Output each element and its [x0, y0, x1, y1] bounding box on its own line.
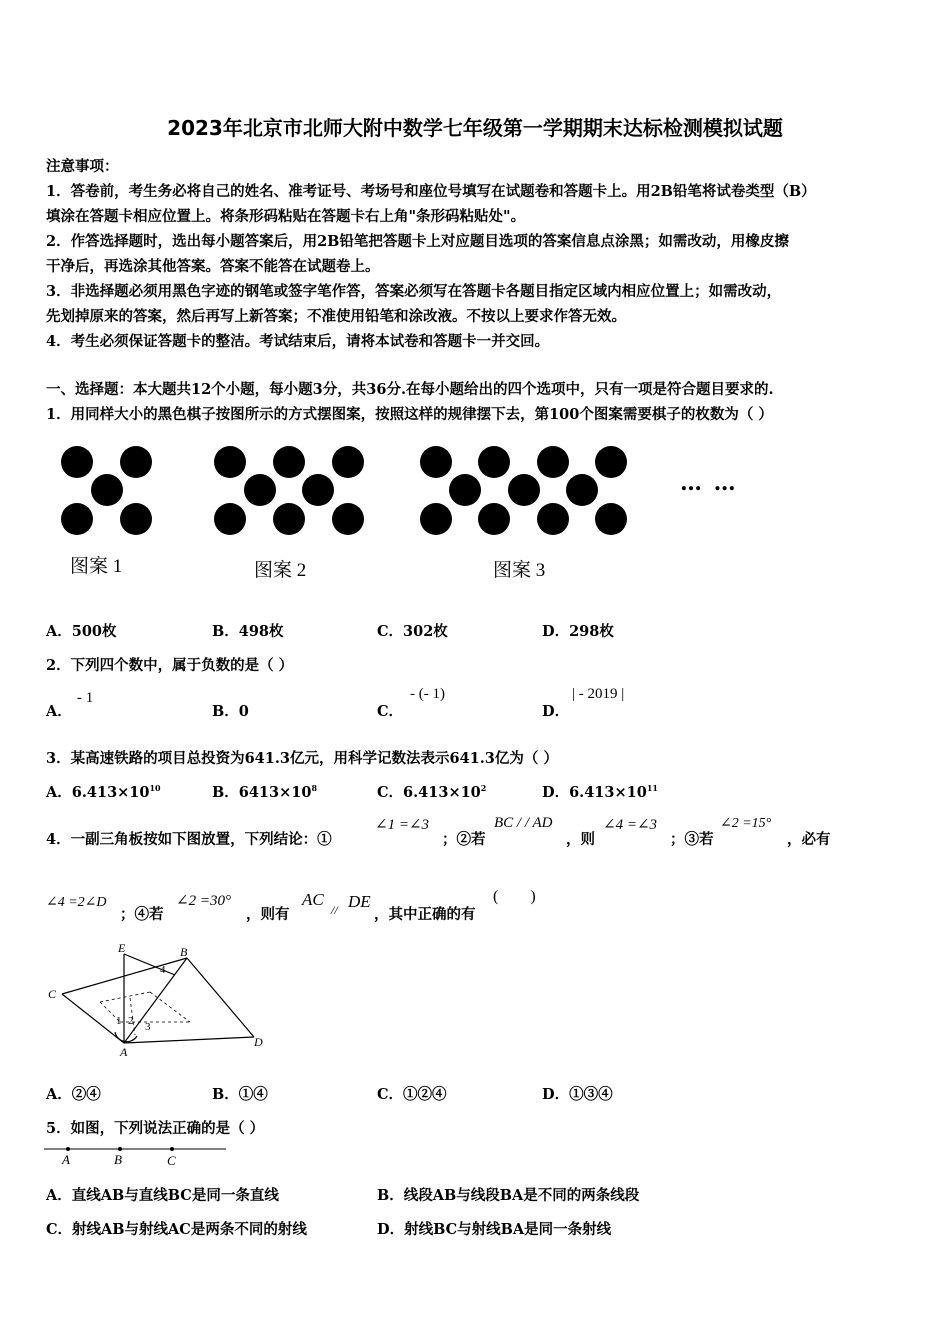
- q2-option-a-math: - 1: [77, 690, 94, 706]
- pattern3-stone: [449, 474, 481, 506]
- q4-math-angle2-30: ∠2 =30°: [176, 893, 231, 909]
- q1-stem: 1．用同样大小的黑色棋子按图所示的方式摆图案，按照这样的规律摆下去，第100个图案需要棋子的枚数为（ ）: [46, 406, 773, 423]
- fig-label-b: B: [180, 945, 188, 959]
- pattern3-stone: [508, 474, 540, 506]
- fig-angle-4: 4: [160, 964, 166, 976]
- pattern3-stone: [595, 503, 627, 535]
- q4-option-c: C．①②④: [377, 1086, 447, 1103]
- pattern3-stone: [595, 446, 627, 478]
- q3-option-b: B．$6413\times 10^8$: [212, 783, 318, 801]
- pattern2-stone: [273, 446, 305, 478]
- point-c: [170, 1147, 174, 1151]
- page-title: 2023年北京市北师大附中数学七年级第一学期期末达标检测模拟试题: [167, 116, 783, 140]
- q4-option-d: D．①③④: [542, 1086, 613, 1103]
- q1-option-b: B．498枚: [212, 623, 284, 640]
- q4-stem-part-6: ；④若: [120, 906, 164, 923]
- q4-math-parallel: //: [331, 903, 338, 917]
- pattern-3-label: 图案 3: [493, 560, 546, 581]
- pattern3-stone: [566, 474, 598, 506]
- notice-line-5: 3．非选择题必须用黑色字迹的钢笔或签字笔作答，答案必须写在答题卡各题目指定区域内相应位置上；如需改动，: [46, 283, 782, 300]
- pattern3-stone: [420, 503, 452, 535]
- pattern3-stone: [420, 446, 452, 478]
- point-c-label: C: [167, 1153, 176, 1168]
- q2-option-a-label: A．: [46, 703, 72, 720]
- q4-stem-part-8: ，其中正确的有: [374, 906, 476, 923]
- notice-heading: 注意事项：: [46, 158, 119, 175]
- notice-line-3: 2．作答选择题时，选出每小题答案后，用2B铅笔把答题卡上对应题目选项的答案信息点涂黑；如需改动，用橡皮擦: [46, 233, 789, 250]
- pattern1-stone: [120, 446, 152, 478]
- q5-option-d: D．射线BC与射线BA是同一条射线: [377, 1221, 612, 1238]
- q5-option-c: C．射线AB与射线AC是两条不同的射线: [46, 1221, 307, 1238]
- pattern2-stone: [302, 474, 334, 506]
- q5-option-b: B．线段AB与线段BA是不同的两条线段: [377, 1187, 640, 1204]
- pattern2-stone: [273, 503, 305, 535]
- q3-option-c: C．$6.413\times 10^2$: [377, 783, 487, 801]
- fig-label-d: D: [254, 1035, 263, 1049]
- q4-stem-part-7: ，则有: [246, 906, 290, 923]
- pattern1-stone: [61, 503, 93, 535]
- q2-option-c-label: C．: [377, 703, 404, 720]
- q4-answer-blank: ( ): [493, 888, 536, 905]
- pattern2-stone: [244, 474, 276, 506]
- q2-option-d-math: | - 2019 |: [572, 686, 625, 702]
- notice-line-6: 先划掉原来的答案，然后再写上新答案；不准使用铅笔和涂改液。不按以上要求作答无效。: [46, 308, 626, 325]
- point-b-label: B: [114, 1152, 122, 1167]
- point-a: [66, 1147, 70, 1151]
- q3-option-a: A．$6.413\times 10^{10}$: [46, 783, 161, 801]
- q2-option-c-math: - (- 1): [410, 686, 445, 702]
- pattern-2-label: 图案 2: [254, 560, 307, 581]
- q4-option-b: B．①④: [212, 1086, 268, 1103]
- q2-option-b: B．0: [212, 703, 249, 720]
- pattern3-stone: [537, 446, 569, 478]
- q1-ellipsis: … …: [680, 470, 738, 496]
- q4-stem-part-5: ，必有: [787, 831, 831, 848]
- q4-math-bc-parallel-ad: BC / / AD: [494, 815, 553, 831]
- q4-math-angle4-eq-angle3: ∠4 =∠3: [603, 817, 658, 833]
- q4-stem-part-1: 4．一副三角板按如下图放置，下列结论：①: [46, 831, 332, 848]
- point-b: [118, 1147, 122, 1151]
- q4-math-de: DE: [348, 892, 371, 911]
- notice-line-2: 填涂在答题卡相应位置上。将条形码粘贴在答题卡右上角"条形码粘贴处"。: [46, 208, 526, 225]
- fig-label-c: C: [48, 987, 57, 1001]
- q4-math-angle1-eq-angle3: ∠1 =∠3: [375, 817, 430, 833]
- pattern3-stone: [478, 446, 510, 478]
- pattern2-stone: [332, 446, 364, 478]
- q3-stem: 3．某高速铁路的项目总投资为641.3亿元，用科学记数法表示641.3亿为（ ）: [46, 750, 558, 767]
- q5-option-a: A．直线AB与直线BC是同一条直线: [46, 1187, 279, 1204]
- q2-stem: 2．下列四个数中，属于负数的是（ ）: [46, 657, 294, 674]
- q4-triangle-figure: [40, 940, 310, 1060]
- fig-label-a: A: [120, 1045, 128, 1059]
- fig-angle-2: 2: [128, 1015, 134, 1027]
- q4-stem-part-4: ；③若: [670, 831, 714, 848]
- q5-stem: 5．如图，下列说法正确的是（ ）: [46, 1120, 265, 1137]
- q4-option-a: A．②④: [46, 1086, 101, 1103]
- q1-pattern-figure: [0, 440, 950, 580]
- fig-angle-3: 3: [145, 1021, 151, 1033]
- pattern2-stone: [214, 446, 246, 478]
- q1-option-d: D．298枚: [542, 623, 614, 640]
- q5-line-figure: [44, 1140, 244, 1170]
- section-heading: 一、选择题：本大题共12个小题，每小题3分，共36分.在每小题给出的四个选项中，只有一项是符合题目要求的.: [46, 381, 774, 398]
- fig-angle-1: 1: [116, 1015, 122, 1027]
- pattern2-stone: [214, 503, 246, 535]
- q4-math-ac: AC: [302, 890, 324, 909]
- pattern1-stone: [91, 474, 123, 506]
- q2-option-d-label: D．: [542, 703, 570, 720]
- notice-line-1: 1．答卷前，考生务必将自己的姓名、准考证号、考场号和座位号填写在试题卷和答题卡上。用2B铅笔将试卷类型（B）: [46, 183, 816, 200]
- pattern1-stone: [61, 446, 93, 478]
- q4-math-angle4-eq-2d: ∠4 =2∠D: [46, 895, 107, 910]
- notice-line-7: 4．考生必须保证答题卡的整洁。考试结束后，请将本试卷和答题卡一并交回。: [46, 333, 550, 350]
- q3-option-d: D．$6.413\times 10^{11}$: [542, 783, 658, 801]
- point-a-label: A: [62, 1152, 70, 1167]
- pattern3-stone: [478, 503, 510, 535]
- notice-line-4: 干净后，再选涂其他答案。答案不能答在试题卷上。: [46, 258, 380, 275]
- fig-label-e: E: [118, 941, 126, 955]
- q4-stem-part-2: ；②若: [442, 831, 486, 848]
- q4-math-angle2-15: ∠2 =15°: [720, 816, 772, 831]
- pattern2-stone: [332, 503, 364, 535]
- q4-stem-part-3: ，则: [566, 831, 595, 848]
- pattern-1-label: 图案 1: [70, 556, 123, 577]
- q1-option-c: C．302枚: [377, 623, 448, 640]
- pattern1-stone: [120, 503, 152, 535]
- q1-option-a: A．500枚: [46, 623, 117, 640]
- pattern3-stone: [537, 503, 569, 535]
